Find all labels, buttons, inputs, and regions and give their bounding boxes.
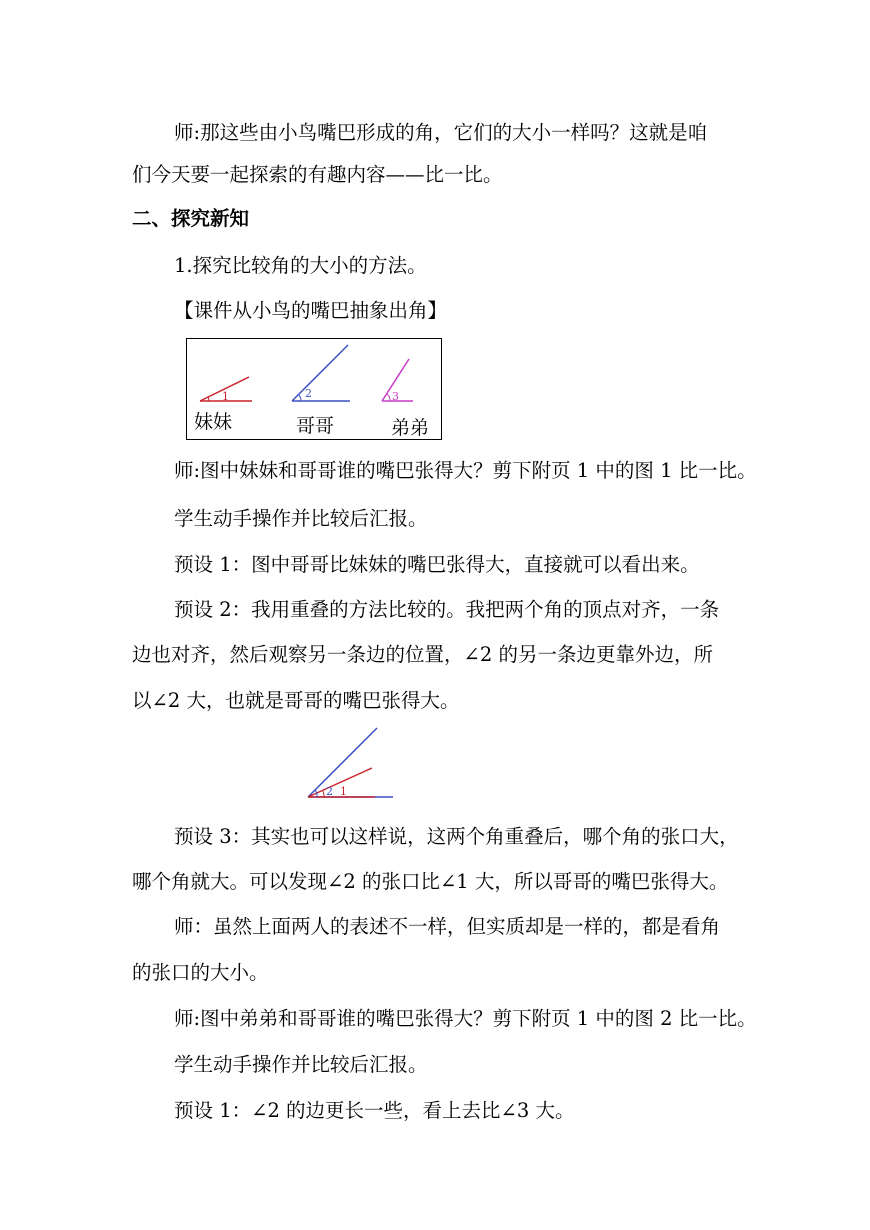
paragraph-line: 1.探究比较角的大小的方法。 [174,254,427,277]
paragraph-line: 师:图中妹妹和哥哥谁的嘴巴张得大？剪下附页 1 中的图 1 比一比。 [174,459,757,482]
paragraph-line: 师:图中弟弟和哥哥谁的嘴巴张得大？剪下附页 1 中的图 2 比一比。 [174,1007,757,1030]
angle-3-number: 3 [392,390,399,403]
angle-1-number: 1 [222,390,229,403]
paragraph-line: 学生动手操作并比较后汇报。 [174,507,428,530]
paragraph-line: 预设 2：我用重叠的方法比较的。我把两个角的顶点对齐，一条 [174,598,720,621]
paragraph-line: 预设 1：图中哥哥比妹妹的嘴巴张得大，直接就可以看出来。 [174,553,700,576]
paragraph-line: 的张口的大小。 [132,961,269,984]
paragraph-line: 师：虽然上面两人的表述不一样，但实质却是一样的，都是看角 [174,915,721,938]
overlap-angle-1-number: 1 [340,785,347,798]
paragraph-line: 师:那这些由小鸟嘴巴形成的角，它们的大小一样吗？这就是咱 [174,121,708,144]
angle-3-younger-brother [382,359,413,403]
section-heading: 二、探究新知 [132,207,250,230]
angle-2-brother [292,345,350,401]
label-sister: 妹妹 [194,411,233,433]
paragraph-line: 学生动手操作并比较后汇报。 [174,1053,428,1076]
overlap-angle-figure [300,723,410,803]
paragraph-line: 【课件从小鸟的嘴巴抽象出角】 [174,299,448,322]
paragraph-line: 预设 3：其实也可以这样说，这两个角重叠后，哪个角的张口大， [174,825,739,848]
paragraph-line: 以∠2 大，也就是哥哥的嘴巴张得大。 [132,689,460,712]
angle-1-sister [200,377,252,403]
label-younger-brother: 弟弟 [391,417,430,439]
overlap-angle-2-number: 2 [326,785,333,798]
paragraph-line: 边也对齐，然后观察另一条边的位置，∠2 的另一条边更靠外边，所 [132,643,713,666]
paragraph-line: 哪个角就大。可以发现∠2 的张口比∠1 大，所以哥哥的嘴巴张得大。 [132,870,729,893]
paragraph-line: 们今天要一起探索的有趣内容——比一比。 [132,163,503,186]
angle-figure-box [186,338,442,440]
paragraph-line: 预设 1：∠2 的边更长一些，看上去比∠3 大。 [174,1099,575,1122]
angle-2-number: 2 [305,387,312,400]
label-brother: 哥哥 [296,415,335,437]
